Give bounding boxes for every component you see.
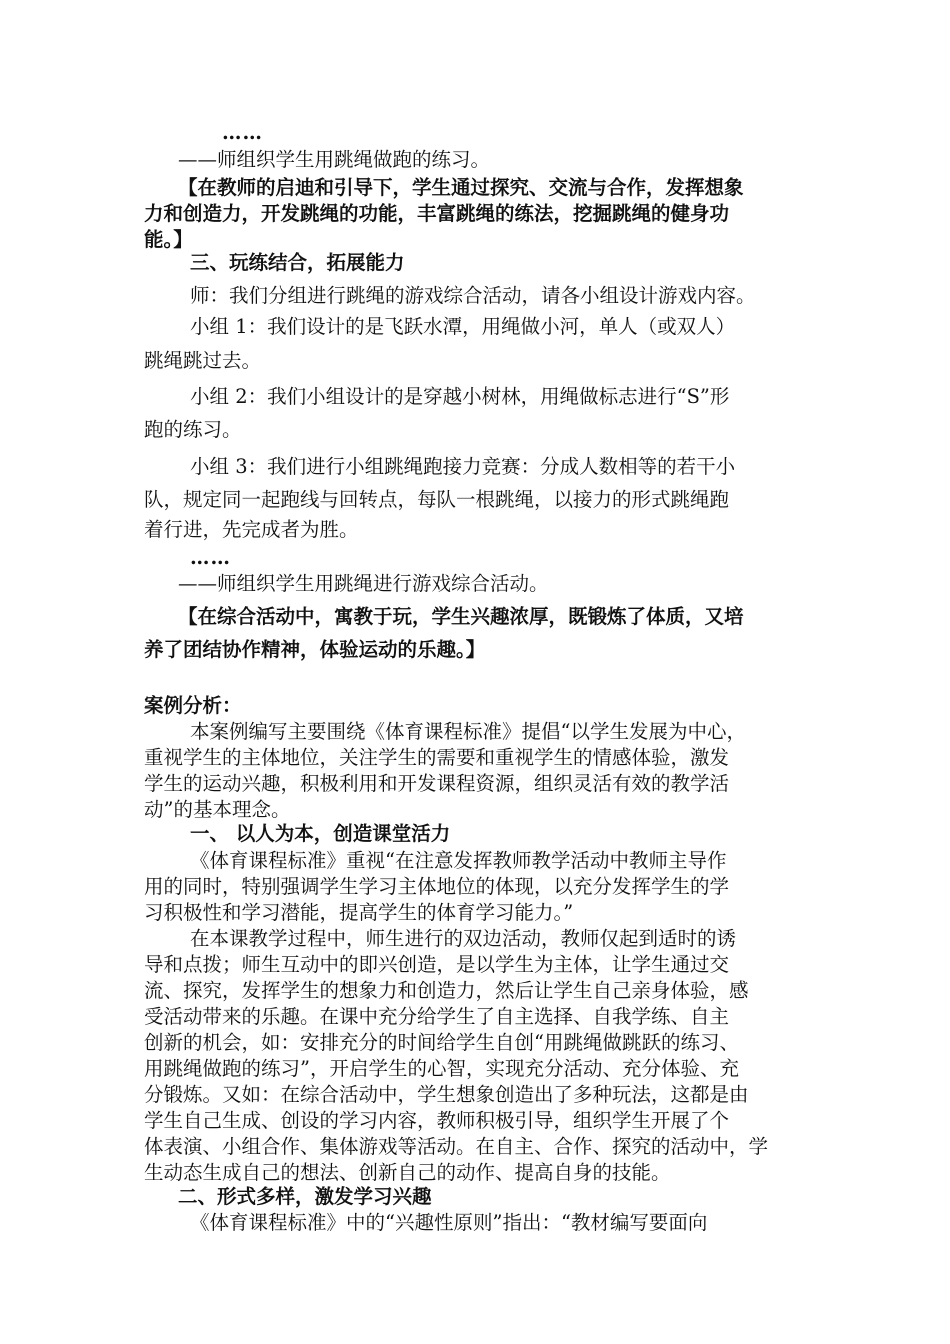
group-line: 着行进，先完成者为胜。 bbox=[144, 518, 359, 541]
group-line: 跑的练习。 bbox=[144, 418, 242, 441]
paragraph-line: 习积极性和学习潜能，提高学生的体育学习能力。” bbox=[144, 901, 574, 924]
comment-line: 力和创造力，开发跳绳的功能，丰富跳绳的练法，挖掘跳绳的健身功 bbox=[144, 202, 730, 225]
paragraph-line: 学生的运动兴趣，积极利用和开发课程资源，组织灵活有效的教学活 bbox=[144, 772, 730, 795]
group-line: 小组 1：我们设计的是飞跃水潭，用绳做小河，单人（或双人） bbox=[190, 315, 736, 338]
comment-line: 能。】 bbox=[144, 228, 193, 251]
comment-line: 【在教师的启迪和引导下，学生通过探究、交流与合作，发挥想象 bbox=[178, 176, 744, 199]
analysis-heading: 案例分析： bbox=[144, 694, 242, 717]
ellipsis: …… bbox=[190, 546, 231, 569]
group-line: 小组 3：我们进行小组跳绳跑接力竞赛：分成人数相等的若干小 bbox=[190, 455, 736, 478]
ellipsis: …… bbox=[222, 121, 263, 144]
group-line: 队，规定同一起跑线与回转点，每队一根跳绳，以接力的形式跳绳跑 bbox=[144, 488, 730, 511]
paragraph-line: 重视学生的主体地位，关注学生的需要和重视学生的情感体验，激发 bbox=[144, 746, 730, 769]
section-heading: 三、玩练结合，拓展能力 bbox=[190, 251, 405, 274]
comment-line: 养了团结协作精神，体验运动的乐趣。】 bbox=[144, 638, 486, 661]
point-heading: 一、 以人为本，创造课堂活力 bbox=[190, 822, 451, 845]
point-heading: 二、形式多样，激发学习兴趣 bbox=[178, 1185, 432, 1208]
teacher-line: 师：我们分组进行跳绳的游戏综合活动，请各小组设计游戏内容。 bbox=[190, 284, 756, 307]
paragraph-line: 《体育课程标准》中的“兴趣性原则”指出：“教材编写要面向 bbox=[190, 1211, 708, 1234]
paragraph-line: 动”的基本理念。 bbox=[144, 798, 291, 821]
paragraph-line: 《体育课程标准》重视“在注意发挥教师教学活动中教师主导作 bbox=[190, 849, 727, 872]
paragraph-line: 用跳绳做跑的练习”，开启学生的心智，实现充分活动、充分体验、充 bbox=[144, 1057, 739, 1080]
comment-line: 【在综合活动中，寓教于玩，学生兴趣浓厚，既锻炼了体质，又培 bbox=[178, 605, 744, 628]
paragraph-line: 用的同时，特别强调学生学习主体地位的体现，以充分发挥学生的学 bbox=[144, 875, 730, 898]
group-line: 小组 2：我们小组设计的是穿越小树林，用绳做标志进行“S”形 bbox=[190, 385, 730, 408]
paragraph-line: 流、探究，发挥学生的想象力和创造力，然后让学生自己亲身体验，感 bbox=[144, 979, 749, 1002]
group-line: 跳绳跳过去。 bbox=[144, 349, 262, 372]
teacher-note: ——师组织学生用跳绳做跑的练习。 bbox=[178, 148, 491, 171]
paragraph-line: 学生自己生成、创设的学习内容，教师积极引导，组织学生开展了个 bbox=[144, 1109, 730, 1132]
paragraph-line: 本案例编写主要围绕《体育课程标准》提倡“以学生发展为中心， bbox=[190, 720, 746, 743]
paragraph-line: 导和点拨；师生互动中的即兴创造，是以学生为主体，让学生通过交 bbox=[144, 953, 730, 976]
paragraph-line: 体表演、小组合作、集体游戏等活动。在自主、合作、探究的活动中，学 bbox=[144, 1135, 769, 1158]
paragraph-line: 受活动带来的乐趣。在课中充分给学生了自主选择、自我学练、自主 bbox=[144, 1005, 730, 1028]
paragraph-line: 创新的机会，如：安排充分的时间给学生自创“用跳绳做跳跃的练习、 bbox=[144, 1031, 739, 1054]
paragraph-line: 分锻炼。又如：在综合活动中，学生想象创造出了多种玩法，这都是由 bbox=[144, 1083, 749, 1106]
paragraph-line: 生动态生成自己的想法、创新自己的动作、提高自身的技能。 bbox=[144, 1161, 671, 1184]
paragraph-line: 在本课教学过程中，师生进行的双边活动，教师仅起到适时的诱 bbox=[190, 927, 737, 950]
teacher-note: ——师组织学生用跳绳进行游戏综合活动。 bbox=[178, 572, 549, 595]
